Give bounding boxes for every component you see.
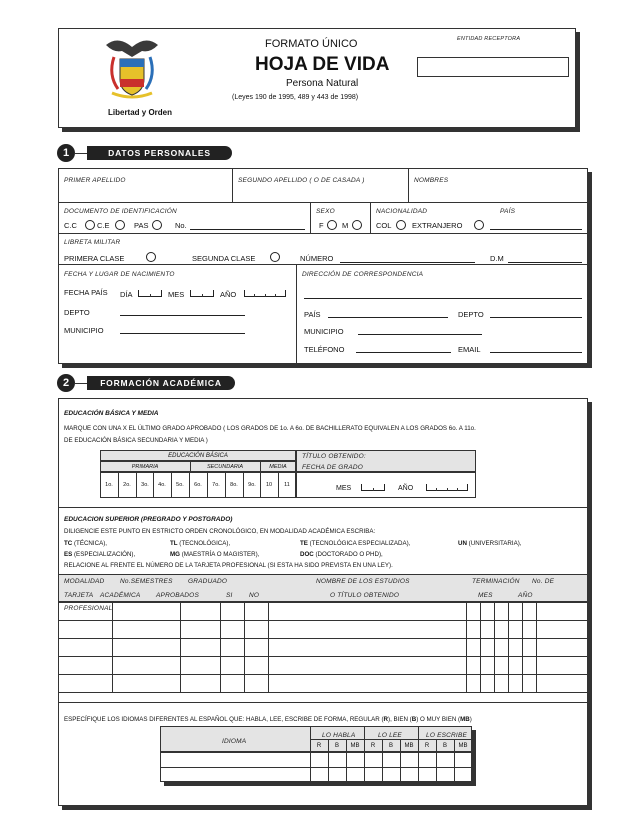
lo-lee-label: LO LEE bbox=[378, 732, 402, 739]
rbmb-label: MB bbox=[350, 743, 360, 749]
col-no: NO bbox=[249, 592, 260, 599]
col-modalidad: MODALIDAD bbox=[64, 578, 105, 585]
dm-field[interactable] bbox=[508, 262, 582, 263]
doc-id-label: DOCUMENTO DE IDENTIFICACIÓN bbox=[64, 208, 177, 215]
tick bbox=[150, 294, 151, 297]
primaria-label: PRIMARIA bbox=[131, 463, 159, 470]
extranjero-label: EXTRANJERO bbox=[412, 221, 463, 230]
email-field[interactable] bbox=[490, 352, 582, 353]
pas-label: PAS bbox=[134, 221, 149, 230]
depto-dir-label: DEPTO bbox=[458, 310, 484, 319]
ce-radio[interactable] bbox=[115, 220, 125, 230]
table-row[interactable] bbox=[60, 603, 586, 619]
page-title: HOJA DE VIDA bbox=[255, 54, 390, 75]
grado-mes-label: MES bbox=[336, 485, 352, 492]
telefono-field[interactable] bbox=[356, 352, 451, 353]
col-divider bbox=[370, 202, 371, 233]
tick bbox=[275, 294, 276, 297]
rbmb-label: MB bbox=[404, 743, 414, 749]
es-code-b: ES bbox=[64, 551, 73, 558]
table-row-line bbox=[58, 692, 588, 693]
libreta-militar-label: LIBRETA MILITAR bbox=[64, 239, 121, 246]
row-divider bbox=[58, 202, 588, 203]
te-desc: (TECNOLÓGICA ESPECIALIZADA), bbox=[309, 540, 411, 547]
doc-number-label: No. bbox=[175, 221, 187, 230]
tc-code-b: TC bbox=[64, 540, 73, 547]
col-label: COL bbox=[376, 221, 392, 230]
municipio-field[interactable] bbox=[120, 333, 245, 334]
municipio-label: MUNICIPIO bbox=[64, 326, 104, 335]
col-aprobados: APROBADOS bbox=[156, 592, 199, 599]
fecha-grado-label: FECHA DE GRADO bbox=[302, 464, 364, 471]
section-1-connector bbox=[74, 153, 88, 154]
col-terminacion: TERMINACIÓN bbox=[472, 578, 520, 585]
lo-habla-label: LO HABLA bbox=[322, 732, 356, 739]
un-code bbox=[458, 540, 522, 547]
rbmb-label: R bbox=[316, 743, 322, 749]
col-mes: MES bbox=[478, 592, 493, 599]
colombia-coat-of-arms-logo bbox=[98, 35, 166, 113]
depto-dir-field[interactable] bbox=[490, 317, 582, 318]
table-row[interactable] bbox=[60, 675, 586, 691]
rbmb-divider bbox=[418, 726, 419, 782]
doc-number-field[interactable] bbox=[190, 229, 305, 230]
libreta-numero-label: NÚMERO bbox=[300, 254, 334, 263]
table-row[interactable] bbox=[60, 639, 586, 655]
rbmb-divider bbox=[364, 726, 365, 782]
sexo-label: SEXO bbox=[316, 208, 335, 215]
pais-label: PAÍS bbox=[500, 208, 516, 215]
primer-apellido-label: PRIMER APELLIDO bbox=[64, 177, 126, 184]
section-2-badge: 2 bbox=[57, 374, 75, 392]
secundaria-label: SECUNDARIA bbox=[206, 463, 244, 470]
col-radio[interactable] bbox=[396, 220, 406, 230]
grade-option[interactable]: 11 bbox=[284, 482, 290, 488]
cc-label: C.C bbox=[64, 221, 77, 230]
rbmb-label: B bbox=[334, 743, 339, 749]
idioma-label: IDIOMA bbox=[222, 738, 247, 745]
pais-dir-label: PAÍS bbox=[304, 310, 321, 319]
tick bbox=[447, 488, 448, 491]
idiomas-end: ) bbox=[469, 716, 472, 723]
idiomas-mid2: ) O MUY BIEN ( bbox=[416, 716, 461, 723]
dm-label: D.M bbox=[490, 254, 504, 263]
idioma-row-line bbox=[160, 767, 472, 768]
email-label: EMAIL bbox=[458, 345, 481, 354]
grade-option[interactable]: 1o. bbox=[105, 482, 113, 488]
section-1-title: DATOS PERSONALES bbox=[87, 146, 232, 160]
pais-dir-field[interactable] bbox=[328, 317, 448, 318]
tick bbox=[457, 488, 458, 491]
lo-escribe-label: LO ESCRIBE bbox=[426, 732, 468, 739]
superior-text-1: DILIGENCIE ESTE PUNTO EN ESTRICTO ORDEN CRONOLÓGICO, EN MODALIDAD ACADÉMICA ESCRIBA: bbox=[64, 528, 376, 535]
fecha-pais-label: FECHA PAÍS bbox=[64, 288, 108, 297]
doc-code bbox=[300, 551, 383, 558]
rbmb-label: B bbox=[442, 743, 447, 749]
tick bbox=[373, 488, 374, 491]
idiomas-mid1: ), BIEN ( bbox=[388, 716, 412, 723]
cc-radio[interactable] bbox=[85, 220, 95, 230]
row-divider bbox=[58, 507, 588, 508]
primera-clase-label: PRIMERA CLASE bbox=[64, 254, 125, 263]
idioma-row-line bbox=[160, 752, 472, 753]
section-2-connector bbox=[74, 383, 88, 384]
tl-code bbox=[170, 540, 230, 547]
col-si: SI bbox=[226, 592, 233, 599]
col-divider bbox=[296, 264, 297, 364]
rbmb-label: R bbox=[424, 743, 430, 749]
grade-option[interactable]: 8o. bbox=[230, 482, 238, 488]
col-no-de: No. DE bbox=[532, 578, 555, 585]
grade-option[interactable]: 7o. bbox=[212, 482, 220, 488]
col-tarjeta: TARJETA bbox=[64, 592, 94, 599]
tick bbox=[254, 294, 255, 297]
mes-label: MES bbox=[168, 290, 185, 299]
grade-option[interactable]: 3o. bbox=[141, 482, 149, 488]
col-graduado: GRADUADO bbox=[188, 578, 228, 585]
tick bbox=[436, 488, 437, 491]
grade-option[interactable]: 5o. bbox=[176, 482, 184, 488]
idiomas-b: B bbox=[411, 716, 417, 723]
mg-code-b: MG bbox=[170, 551, 180, 558]
media-label: MEDIA bbox=[269, 463, 287, 470]
es-desc: (ESPECIALIZACIÓN), bbox=[74, 551, 136, 558]
rbmb-label: B bbox=[388, 743, 393, 749]
logo-text: Libertad y Orden bbox=[108, 108, 173, 117]
extranjero-radio[interactable] bbox=[474, 220, 484, 230]
tc-desc: (TÉCNICA), bbox=[73, 540, 107, 547]
idiomas-text-main: ESPECÍFIQUE LOS IDIOMAS DIFERENTES AL ESPAÑOL QUE: HABLA, LEE, ESCRIBE DE FORMA, REGULAR ( bbox=[64, 716, 384, 723]
col-divider bbox=[232, 168, 233, 202]
col-academica: ACADÉMICA bbox=[100, 592, 141, 599]
telefono-label: TELÉFONO bbox=[304, 345, 345, 354]
pais-field[interactable] bbox=[490, 229, 582, 230]
grade-option[interactable]: 2o. bbox=[123, 482, 131, 488]
col-profesional: PROFESIONAL bbox=[64, 605, 113, 612]
idiomas-text bbox=[64, 716, 472, 723]
col-titulo: O TÍTULO OBTENIDO bbox=[330, 592, 400, 599]
table-row[interactable] bbox=[60, 621, 586, 637]
f-label: F bbox=[319, 221, 324, 230]
segunda-clase-radio[interactable] bbox=[270, 252, 280, 262]
segunda-clase-label: SEGUNDA CLASE bbox=[192, 254, 256, 263]
mg-desc: (MAESTRÍA O MAGISTER), bbox=[181, 551, 260, 558]
direccion-field[interactable] bbox=[304, 298, 582, 299]
mg-code bbox=[170, 551, 259, 558]
tl-code-b: TL bbox=[170, 540, 178, 547]
superior-text-3: RELACIONE AL FRENTE EL NÚMERO DE LA TARJETA PROFESIONAL (SI ESTA HA SIDO PREVISTA EN UNA LEY). bbox=[64, 562, 393, 569]
grade-option[interactable]: 10 bbox=[265, 482, 273, 488]
section-1-badge: 1 bbox=[57, 144, 75, 162]
entidad-receptora-field[interactable] bbox=[417, 57, 569, 77]
basica-text-2: DE EDUCACIÓN BÁSICA SECUNDARIA Y MEDIA ) bbox=[64, 437, 208, 444]
fecha-lugar-label: FECHA Y LUGAR DE NACIMIENTO bbox=[64, 271, 175, 278]
ce-label: C.E bbox=[97, 221, 110, 230]
municipio-dir-field[interactable] bbox=[358, 334, 482, 335]
tick bbox=[202, 294, 203, 297]
page-subtitle: Persona Natural bbox=[286, 78, 359, 89]
tick bbox=[265, 294, 266, 297]
table-row[interactable] bbox=[60, 657, 586, 673]
doc-code-b: DOC bbox=[300, 551, 314, 558]
grade-option[interactable]: 9o. bbox=[248, 482, 256, 488]
idiomas-mb: MB bbox=[460, 716, 470, 723]
sexo-f-radio[interactable] bbox=[327, 220, 337, 230]
entidad-receptora-label: ENTIDAD RECEPTORA bbox=[457, 36, 521, 42]
rbmb-label: MB bbox=[458, 743, 468, 749]
basica-text-1: MARQUE CON UNA X EL ÚLTIMO GRADO APROBADO ( LOS GRADOS DE 1o. A 6o. DE BACHILLERATO EQUIVALEN A LOS GRADOS 6o. A 11o. bbox=[64, 425, 476, 432]
superior-title: EDUCACION SUPERIOR (PREGRADO Y POSTGRADO) bbox=[64, 516, 233, 523]
un-desc: (UNIVERSITARIA), bbox=[468, 540, 522, 547]
dia-label: DÍA bbox=[120, 290, 133, 299]
direccion-label: DIRECCIÓN DE CORRESPONDENCIA bbox=[302, 271, 424, 278]
formato-unico: FORMATO ÚNICO bbox=[265, 38, 358, 50]
row-divider bbox=[58, 702, 588, 703]
anio-label: AÑO bbox=[220, 290, 237, 299]
col-anio: AÑO bbox=[518, 592, 533, 599]
col-semestres: No.SEMESTRES bbox=[120, 578, 173, 585]
row-divider bbox=[58, 233, 588, 234]
te-code bbox=[300, 540, 410, 547]
primera-clase-radio[interactable] bbox=[146, 252, 156, 262]
depto-field[interactable] bbox=[120, 315, 245, 316]
grade-option[interactable]: 6o. bbox=[194, 482, 202, 488]
te-code-b: TE bbox=[300, 540, 308, 547]
pas-radio[interactable] bbox=[152, 220, 162, 230]
grade-option[interactable]: 4o. bbox=[158, 482, 166, 488]
grado-anio-label: AÑO bbox=[398, 485, 414, 492]
nombres-label: NOMBRES bbox=[414, 177, 449, 184]
libreta-numero-field[interactable] bbox=[340, 262, 475, 263]
sexo-m-radio[interactable] bbox=[352, 220, 362, 230]
edu-basica-label: EDUCACIÓN BÁSICA bbox=[168, 452, 228, 459]
segundo-apellido-label: SEGUNDO APELLIDO ( O DE CASADA ) bbox=[238, 177, 365, 184]
es-code bbox=[64, 551, 135, 558]
rbmb-label: R bbox=[370, 743, 376, 749]
leyes-text: (Leyes 190 de 1995, 489 y 443 de 1998) bbox=[232, 94, 359, 101]
col-divider bbox=[310, 202, 311, 233]
nacionalidad-label: NACIONALIDAD bbox=[376, 208, 428, 215]
un-code-b: UN bbox=[458, 540, 467, 547]
col-divider bbox=[408, 168, 409, 202]
basica-title: EDUCACIÓN BÁSICA Y MEDIA bbox=[64, 410, 159, 417]
tc-code bbox=[64, 540, 107, 547]
doc-desc: (DOCTORADO O PHD), bbox=[315, 551, 383, 558]
m-label: M bbox=[342, 221, 349, 230]
section-2-title: FORMACIÓN ACADÉMICA bbox=[87, 376, 235, 390]
row-divider bbox=[58, 264, 588, 265]
idioma-col-divider bbox=[310, 726, 311, 782]
depto-label: DEPTO bbox=[64, 308, 90, 317]
municipio-dir-label: MUNICIPIO bbox=[304, 327, 344, 336]
titulo-obtenido-label: TÍTULO OBTENIDO: bbox=[302, 453, 366, 460]
tl-desc: (TECNOLÓGICA), bbox=[179, 540, 231, 547]
idiomas-r: R bbox=[383, 716, 389, 723]
col-nombre: NOMBRE DE LOS ESTUDIOS bbox=[316, 578, 410, 585]
